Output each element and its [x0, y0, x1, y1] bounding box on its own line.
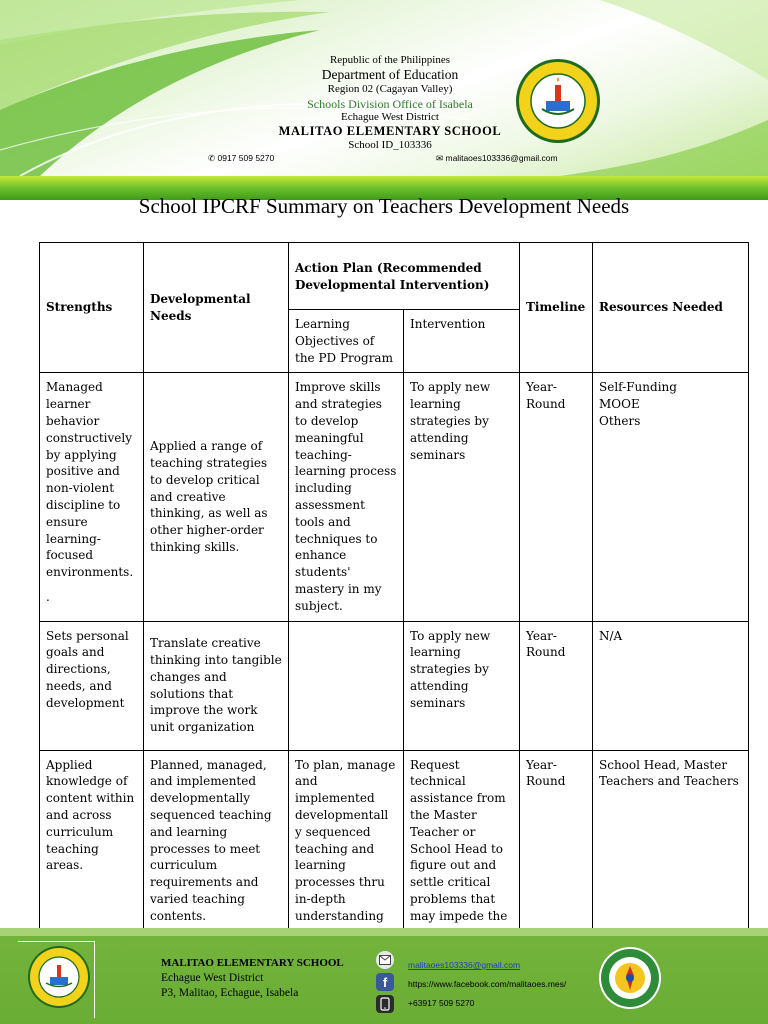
cell-resources [593, 373, 749, 621]
cell-timeline: Year-Round [520, 621, 593, 750]
header-email [436, 153, 558, 164]
cell-strengths-text: Managed learner behavior constructively by applying positive and non-violent discipline to ensure learning-focused environments. [46, 380, 134, 580]
cell-objectives [289, 621, 404, 750]
mail-icon: ✉ [436, 153, 444, 163]
header-resources: Resources Needed [593, 243, 749, 373]
letterhead-text [240, 54, 540, 152]
deped-division-seal-logo [598, 946, 662, 1010]
table-row [40, 373, 749, 621]
school-seal-logo-footer [26, 944, 92, 1010]
cell-objectives: Improve skills and strategies to develop meaningful teaching-learning process including assessment tools and techniques to enhance students' mastery in my subject. [289, 373, 404, 621]
cell-needs: Planned, managed, and implemented developmentally sequenced teaching and learning processes to meet curriculum requirements and varied teaching contents. [144, 750, 289, 933]
cell-timeline: Year-Round [520, 750, 593, 933]
cell-objectives: To plan, manage and implemented developmentall y sequenced teaching and learning processes thru in-depth understanding [289, 750, 404, 933]
phone-icon-footer [376, 995, 394, 1013]
school-id: School ID_103336 [348, 139, 432, 152]
district-line: Echague West District [341, 110, 439, 123]
footer-facebook-link[interactable]: https://www.facebook.com/malitaoes.mes/ [408, 979, 567, 989]
cell-strengths [40, 621, 144, 750]
footer-email-link[interactable]: malitaoes103336@gmail.com [408, 960, 521, 970]
cell-resources [593, 621, 749, 750]
resource-item: N/A [599, 628, 623, 643]
table-row [40, 750, 749, 933]
republic-line: Republic of the Philippines [329, 54, 451, 66]
header-timeline: Timeline [520, 243, 593, 373]
footer-district: Echague West District [161, 972, 264, 984]
cell-intervention: To apply new learning strategies by attending seminars [404, 373, 520, 621]
footer-contact-icons [376, 951, 394, 1017]
resource-item: Self-Funding [599, 380, 677, 395]
cell-intervention: Request technical assistance from the Master Teacher or School Head to figure out and settle critical problems that may impede the [404, 750, 520, 933]
footer-links [408, 956, 566, 1013]
footer-top-stripe [0, 928, 768, 936]
letterhead-header [0, 0, 768, 200]
footer-phone: +63917 509 5270 [408, 998, 475, 1008]
header-phone-text: 0917 509 5270 [217, 153, 275, 163]
cell-strengths-text: Applied knowledge of content within and across curriculum teaching areas. [46, 757, 135, 873]
cell-strengths-text: Sets personal goals and directions, needs, and development [46, 628, 129, 710]
department-line: Department of Education [321, 67, 459, 83]
division-line: Schools Division Office of Isabela [307, 96, 473, 111]
header-intervention: Intervention [404, 310, 520, 373]
footer-address-line: P3, Malitao, Echague, Isabela [161, 987, 299, 999]
header-learning-objectives: Learning Objectives of the PD Program [289, 310, 404, 373]
header-strengths: Strengths [40, 243, 144, 373]
document-title: School IPCRF Summary on Teachers Development Needs [138, 194, 630, 218]
resource-item: Others [599, 413, 641, 428]
header-email-text: malitaoes103336@gmail.com [445, 153, 558, 163]
phone-icon: ✆ [208, 153, 216, 163]
cell-timeline: Year-Round [520, 373, 593, 621]
footer-address [161, 956, 344, 1001]
cell-intervention: To apply new learning strategies by attending seminars [404, 621, 520, 750]
school-seal-logo [514, 57, 602, 145]
cell-strengths [40, 750, 144, 933]
cell-resources [593, 750, 749, 933]
table-header-row [40, 243, 749, 310]
resource-item: MOOE [599, 397, 640, 412]
header-phone [208, 153, 274, 164]
cell-strengths [40, 373, 144, 621]
resource-item: School Head, Master Teachers and Teachers [599, 757, 739, 789]
header-action-plan: Action Plan (Recommended Developmental Intervention) [289, 243, 520, 310]
cell-needs: Applied a range of teaching strategies to develop critical and creative thinking, as well as other higher-order thinking skills. [144, 373, 289, 621]
email-icon [376, 951, 394, 969]
table-row [40, 621, 749, 750]
school-name: MALITAO ELEMENTARY SCHOOL [278, 124, 502, 139]
footer-school-name: MALITAO ELEMENTARY SCHOOL [161, 957, 344, 969]
header-developmental-needs: Developmental Needs [144, 243, 289, 373]
cell-needs: Translate creative thinking into tangible changes and solutions that improve the work unit organization [144, 621, 289, 750]
cell-strengths-extra: . [46, 589, 50, 604]
facebook-icon: f [376, 973, 394, 991]
region-line: Region 02 (Cagayan Valley) [327, 83, 453, 96]
development-plan-table [39, 242, 749, 934]
